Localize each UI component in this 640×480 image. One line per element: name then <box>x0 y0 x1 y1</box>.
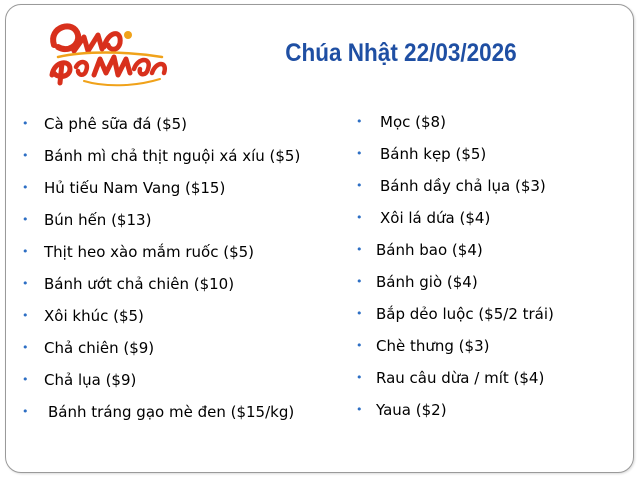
menu-item-label: Bánh giò ($4) <box>376 273 478 291</box>
menu-item <box>356 270 616 302</box>
menu-item <box>356 302 616 334</box>
menu-item-label: Bánh bao ($4) <box>376 241 483 259</box>
bullet-icon: • <box>356 115 363 128</box>
bullet-icon: • <box>22 181 29 194</box>
menu-item <box>22 368 322 400</box>
bullet-icon: • <box>22 373 29 386</box>
bullet-icon: • <box>22 213 29 226</box>
bullet-icon: • <box>356 371 363 384</box>
bullet-icon: • <box>22 149 29 162</box>
bullet-icon: • <box>22 117 29 130</box>
menu-item <box>22 304 322 336</box>
restaurant-logo <box>44 17 172 89</box>
menu-item-label: Chả chiên ($9) <box>44 339 155 357</box>
bullet-icon: • <box>356 147 363 160</box>
menu-item-label: Rau câu dừa / mít ($4) <box>376 369 545 387</box>
bullet-icon: • <box>22 341 29 354</box>
menu-list-right <box>356 110 616 430</box>
menu-item-label: Bắp dẻo luộc ($5/2 trái) <box>376 305 554 323</box>
bullet-icon: • <box>22 245 29 258</box>
menu-item <box>356 206 616 238</box>
menu-item <box>356 238 616 270</box>
bullet-icon: • <box>356 243 363 256</box>
menu-item-label: Bún hến ($13) <box>44 211 152 229</box>
menu-item <box>356 110 616 142</box>
menu-list-left <box>22 112 322 432</box>
bullet-icon: • <box>22 277 29 290</box>
menu-item <box>356 174 616 206</box>
menu-item-label: Mọc ($8) <box>380 113 446 131</box>
menu-item-label: Chả lụa ($9) <box>44 371 137 389</box>
menu-item-label: Cà phê sữa đá ($5) <box>44 115 188 133</box>
menu-item-label: Bánh dầy chả lụa ($3) <box>380 177 546 195</box>
bullet-icon: • <box>22 309 29 322</box>
bullet-icon: • <box>356 307 363 320</box>
menu-item-label: Hủ tiếu Nam Vang ($15) <box>44 179 226 197</box>
menu-item-label: Thịt heo xào mắm ruốc ($5) <box>44 243 255 261</box>
menu-item-label: Bánh mì chả thịt nguội xá xíu ($5) <box>44 147 301 165</box>
menu-item <box>22 112 322 144</box>
menu-item-label: Xôi lá dứa ($4) <box>380 209 491 227</box>
bullet-icon: • <box>356 211 363 224</box>
menu-item-label: Yaua ($2) <box>376 401 447 419</box>
menu-item-label: Xôi khúc ($5) <box>44 307 144 325</box>
menu-item <box>356 334 616 366</box>
menu-item-label: Bánh kẹp ($5) <box>380 145 487 163</box>
menu-item <box>22 208 322 240</box>
bullet-icon: • <box>22 405 29 418</box>
bullet-icon: • <box>356 339 363 352</box>
menu-item <box>356 398 616 430</box>
menu-item <box>22 336 322 368</box>
menu-item <box>22 400 322 432</box>
menu-item <box>22 272 322 304</box>
menu-item <box>22 144 322 176</box>
bullet-icon: • <box>356 179 363 192</box>
page-title: Chúa Nhật 22/03/2026 <box>285 39 517 67</box>
menu-item-label: Bánh tráng gạo mè đen ($15/kg) <box>48 403 295 421</box>
menu-item <box>22 176 322 208</box>
menu-item <box>22 240 322 272</box>
menu-item <box>356 366 616 398</box>
menu-item <box>356 142 616 174</box>
menu-item-label: Chè thưng ($3) <box>376 337 490 355</box>
menu-item-label: Bánh ướt chả chiên ($10) <box>44 275 235 293</box>
bullet-icon: • <box>356 275 363 288</box>
bullet-icon: • <box>356 403 363 416</box>
